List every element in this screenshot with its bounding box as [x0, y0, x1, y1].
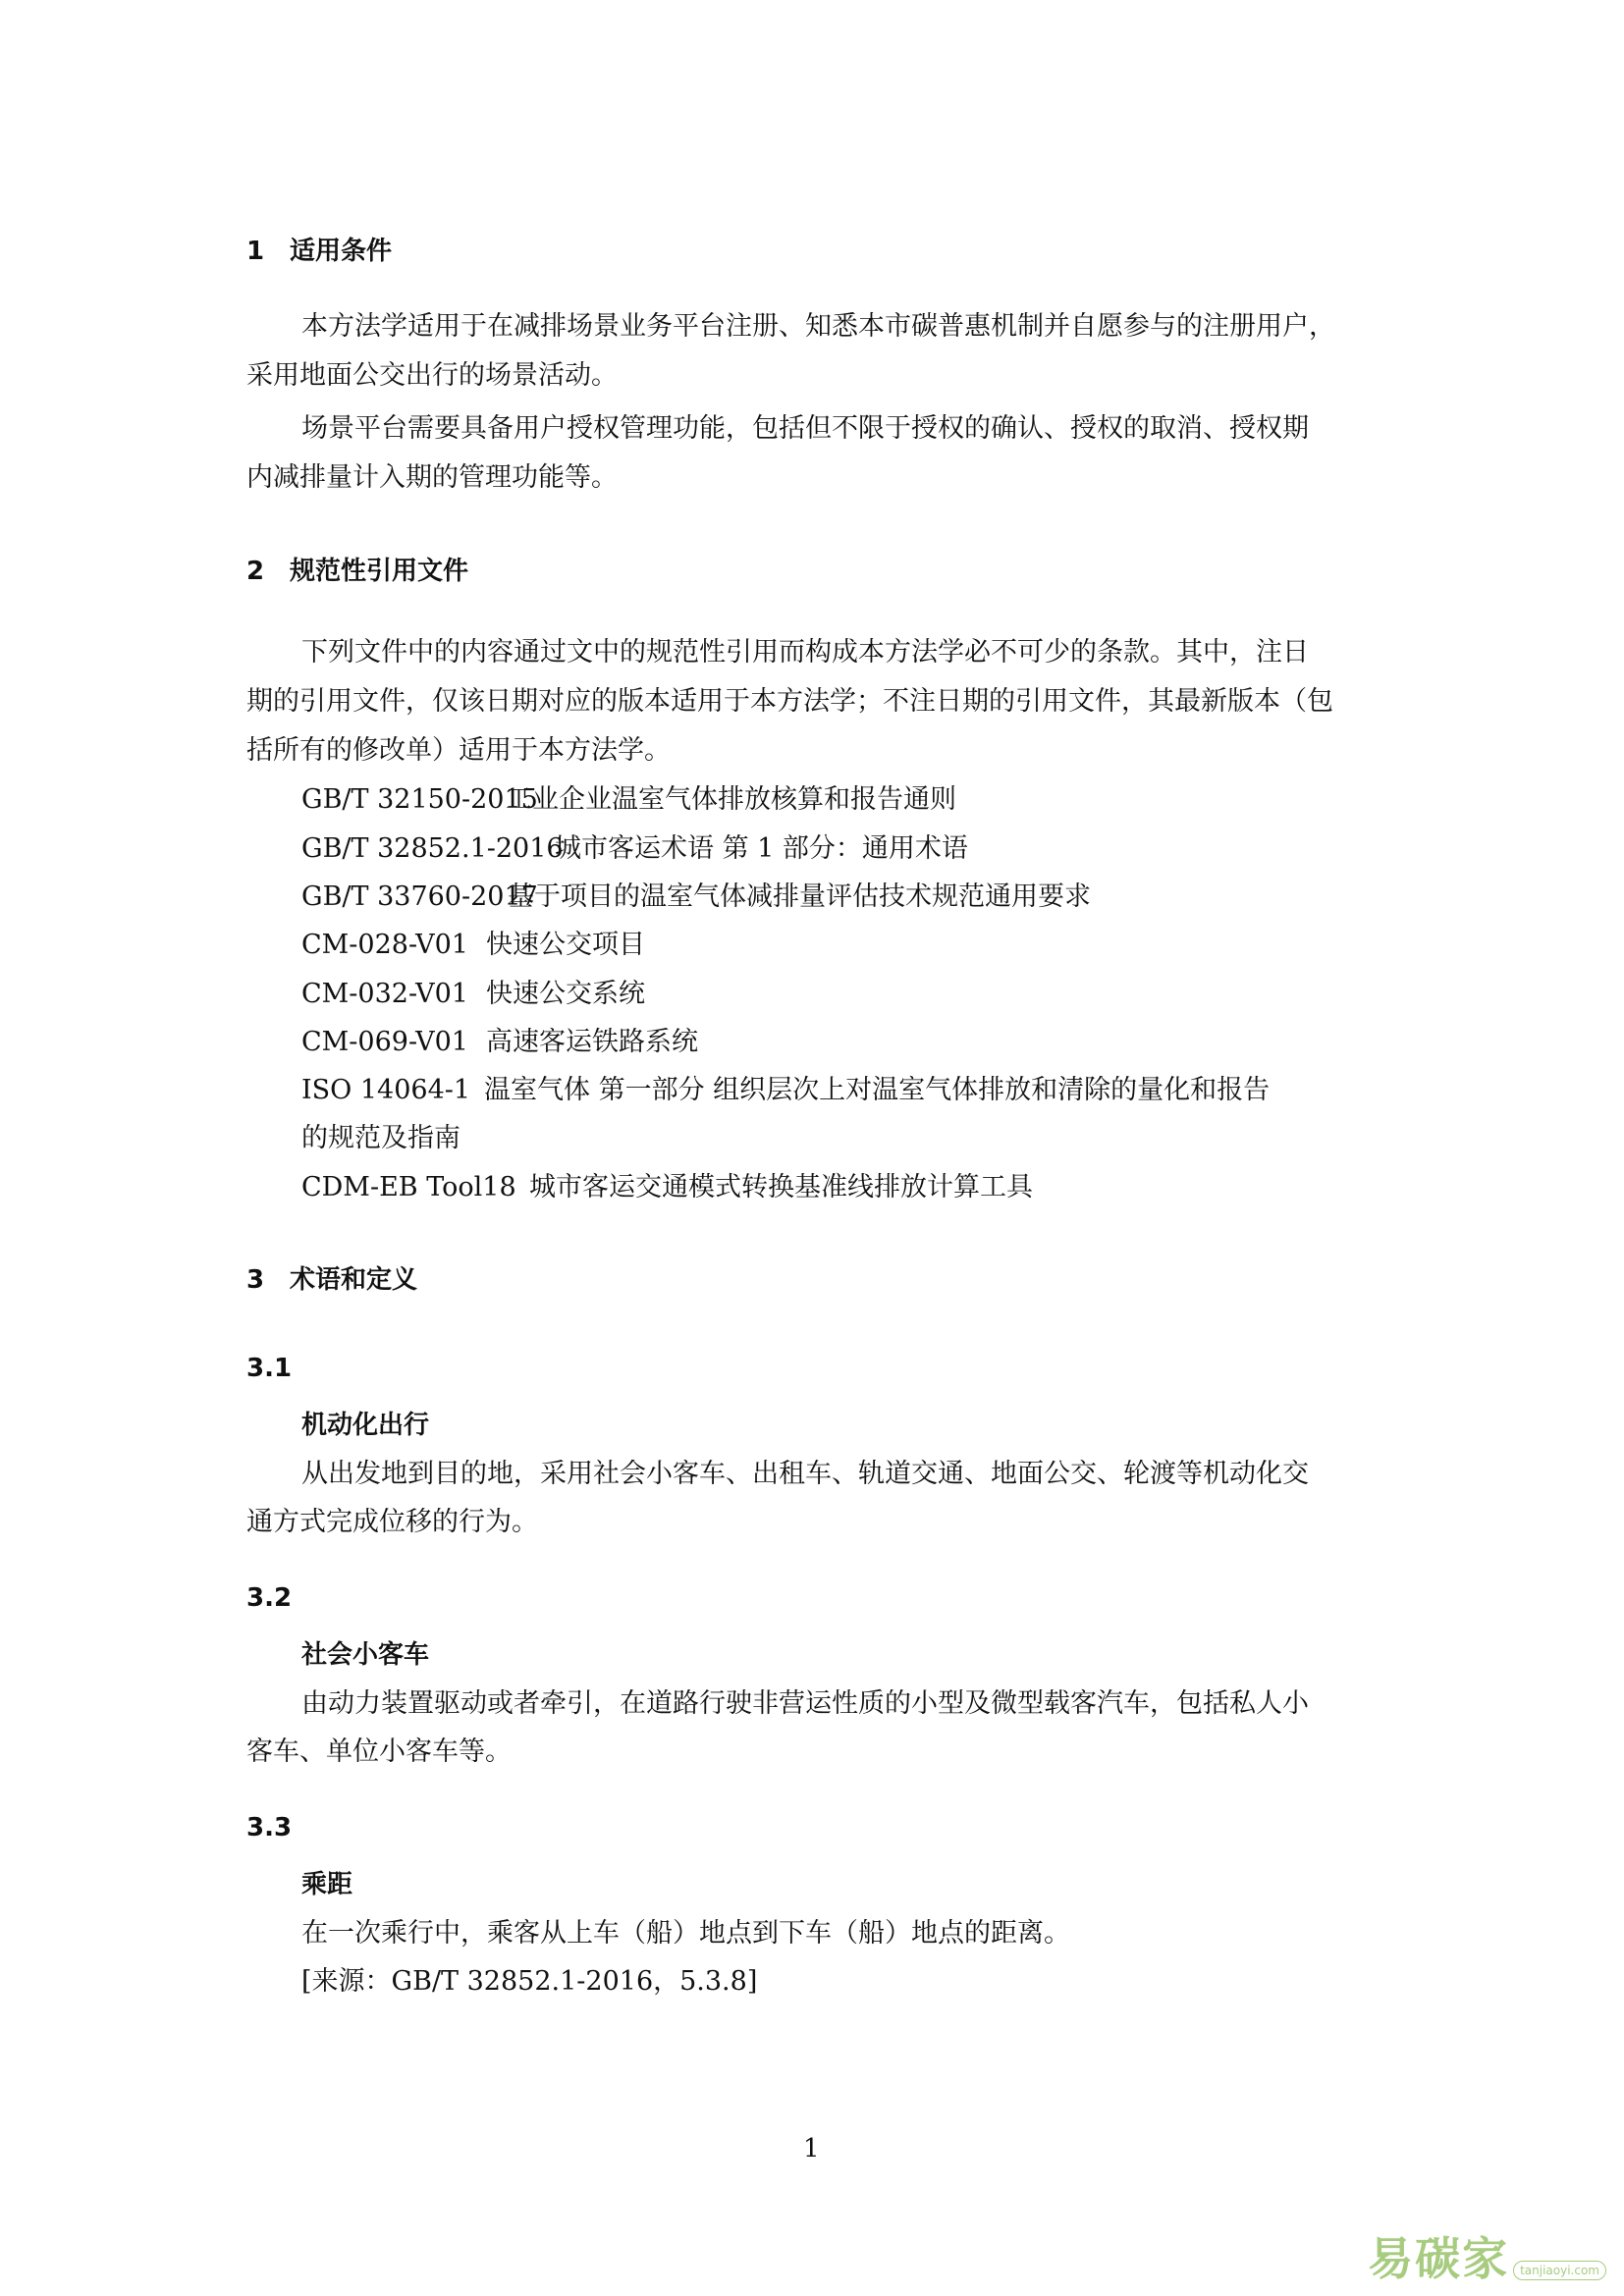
term-title: 社会小客车 — [301, 1640, 430, 1670]
reference-code: CM-069-V01 — [301, 1027, 468, 1057]
section-heading-3 — [246, 1264, 417, 1296]
watermark-text: 易碳家 — [1368, 2232, 1510, 2285]
reference-item — [301, 929, 645, 962]
section-heading-2 — [246, 556, 468, 587]
term-number: 3.1 — [246, 1354, 293, 1383]
reference-title: 的规范及指南 — [301, 1123, 460, 1153]
reference-code: ISO 14064-1 — [301, 1075, 471, 1105]
definition-line: 通方式完成位移的行为。 — [246, 1507, 538, 1537]
term-title: 机动化出行 — [301, 1411, 430, 1440]
reference-item — [301, 832, 968, 866]
definition-line: 在一次乘行中，乘客从上车（船）地点到下车（船）地点的距离。 — [301, 1918, 1070, 1949]
reference-title: 快速公交项目 — [486, 930, 645, 960]
definition-line: 从出发地到目的地，采用社会小客车、出租车、轨道交通、地面公交、轮渡等机动化交 — [301, 1459, 1309, 1489]
paragraph-line: 场景平台需要具备用户授权管理功能，包括但不限于授权的确认、授权的取消、授权期 — [301, 413, 1309, 444]
reference-code: GB/T 32852.1-2016 — [301, 833, 564, 864]
definition-line: 由动力装置驱动或者牵引，在道路行驶非营运性质的小型及微型载客汽车，包括私人小 — [301, 1688, 1309, 1719]
watermark-logo — [1368, 2223, 1606, 2288]
term-number: 3.3 — [246, 1813, 293, 1842]
section-number: 1 — [246, 237, 265, 266]
reference-title: 温室气体 第一部分 组织层次上对温室气体排放和清除的量化和报告 — [484, 1075, 1271, 1105]
reference-item — [301, 1026, 698, 1059]
reference-code: CM-028-V01 — [301, 930, 468, 960]
reference-item — [301, 978, 645, 1011]
page-number: 1 — [803, 2134, 820, 2163]
reference-code: CM-032-V01 — [301, 979, 468, 1009]
section-number: 3 — [246, 1265, 265, 1295]
reference-code: CDM-EB Tool18 — [301, 1172, 516, 1202]
paragraph-line: 期的引用文件，仅该日期对应的版本适用于本方法学；不注日期的引用文件，其最新版本（包 — [246, 686, 1333, 717]
reference-code: GB/T 33760-2017 — [301, 881, 538, 912]
paragraph-line: 内减排量计入期的管理功能等。 — [246, 462, 618, 493]
reference-item — [301, 783, 956, 817]
reference-title: 快速公交系统 — [486, 979, 645, 1009]
definition-line: 客车、单位小客车等。 — [246, 1736, 512, 1767]
section-title: 适用条件 — [290, 237, 393, 266]
section-title: 术语和定义 — [290, 1265, 418, 1295]
paragraph-line: 下列文件中的内容通过文中的规范性引用而构成本方法学必不可少的条款。其中，注日 — [301, 637, 1309, 667]
reference-title: 城市客运交通模式转换基准线排放计算工具 — [529, 1172, 1033, 1202]
reference-title: 工业企业温室气体排放核算和报告通则 — [506, 784, 956, 815]
watermark-domain: tanjiaoyi.com — [1513, 2261, 1606, 2280]
section-heading-1 — [246, 236, 392, 267]
term-number: 3.2 — [246, 1583, 293, 1613]
section-number: 2 — [246, 557, 265, 586]
reference-code: GB/T 32150-2015 — [301, 784, 538, 815]
definition-source: [来源：GB/T 32852.1-2016，5.3.8] — [301, 1966, 758, 1997]
term-title: 乘距 — [301, 1870, 353, 1899]
reference-item — [301, 1171, 1033, 1204]
reference-title: 城市客运术语 第 1 部分：通用术语 — [555, 833, 968, 864]
paragraph-line: 本方法学适用于在减排场景业务平台注册、知悉本市碳普惠机制并自愿参与的注册用户， — [301, 311, 1335, 342]
paragraph-line: 括所有的修改单）适用于本方法学。 — [246, 735, 671, 766]
reference-title: 高速客运铁路系统 — [486, 1027, 698, 1057]
section-title: 规范性引用文件 — [290, 557, 469, 586]
reference-item-continuation — [301, 1122, 460, 1155]
paragraph-line: 采用地面公交出行的场景活动。 — [246, 360, 618, 391]
reference-item — [301, 881, 1091, 914]
reference-title: 基于项目的温室气体减排量评估技术规范通用要求 — [508, 881, 1091, 912]
reference-item — [301, 1074, 1270, 1107]
